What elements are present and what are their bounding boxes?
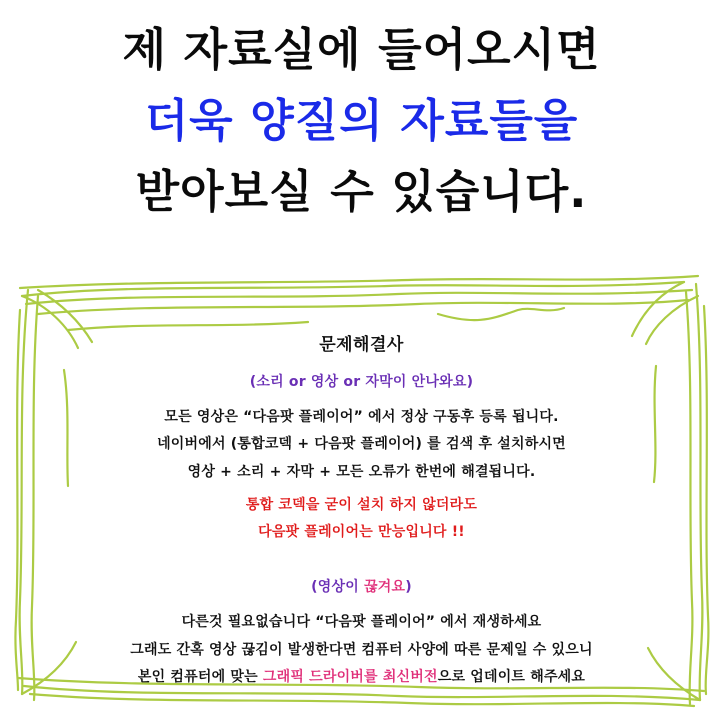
group2-last-part2: 으로 업데이트 해주세요: [437, 669, 586, 686]
group2-heading: [40, 576, 683, 596]
headline-line-1: 제 자료실에 들어오시면: [122, 23, 601, 76]
spacer-2: [40, 546, 683, 576]
group2-last-highlight: 그래픽 드라이버를 최신버전: [262, 669, 438, 686]
group2-heading-prefix: (영상이: [311, 579, 365, 596]
group2-line-3: [40, 664, 683, 691]
group1-heading: (소리 or 영상 or 자막이 안나와요): [249, 374, 474, 390]
headline-block: [0, 14, 723, 227]
group1-emphasis-2: 다음팟 플레이어는 만능입니다 !!: [258, 524, 465, 541]
group2-heading-suffix: ): [405, 579, 412, 596]
group1-line-1: 모든 영상은 “다음팟 플레이어” 에서 정상 구동후 등록 됩니다.: [164, 409, 559, 425]
content-block: [40, 330, 683, 691]
group1-line-2: 네이버에서 (통합코덱 + 다음팟 플레이어) 를 검색 후 설치하시면: [157, 436, 566, 453]
group2-last-part1: 본인 컴퓨터에 맞는: [137, 669, 263, 686]
section-title: 문제해결사: [319, 335, 404, 355]
group1-line-3: 영상 + 소리 + 자막 + 모든 오류가 한번에 해결됩니다.: [187, 463, 536, 480]
group1-emphasis-1: 통합 코덱을 굳이 설치 하지 않더라도: [245, 496, 478, 513]
headline-line-2: 더욱 양질의 자료들을: [144, 94, 579, 148]
group2-line-2: 그래도 간혹 영상 끊김이 발생한다면 컴퓨터 사양에 따른 문제일 수 있으니: [130, 641, 593, 658]
headline-line-3: 받아보실 수 있습니다.: [135, 165, 588, 219]
group2-heading-mark: 끊겨요: [364, 579, 406, 596]
group2-line-1: 다른것 필요없습니다 “다음팟 플레이어” 에서 재생하세요: [181, 614, 542, 631]
